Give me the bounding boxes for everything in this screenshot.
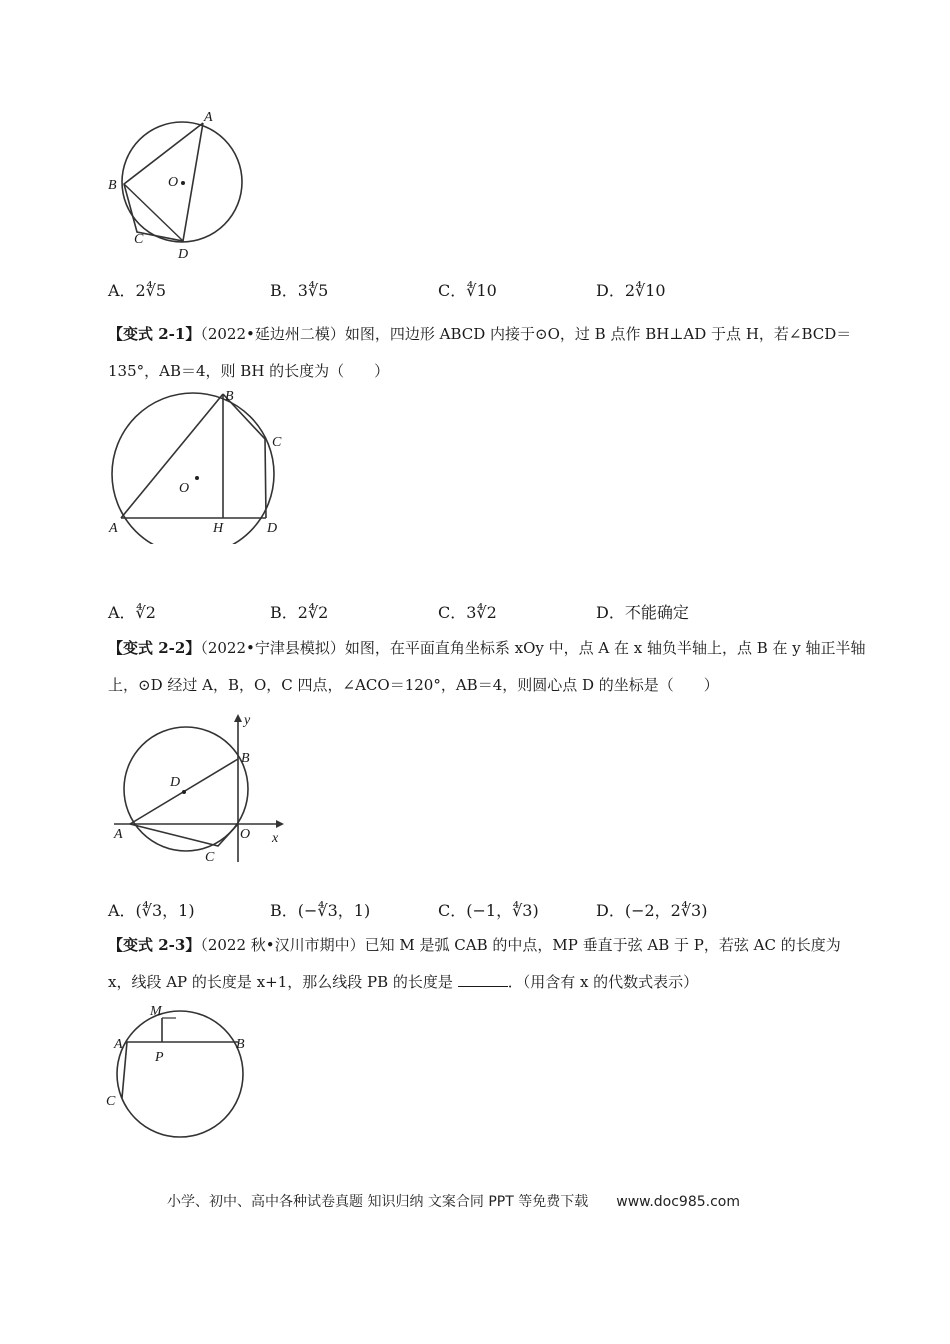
question-tag: 【变式 2-3】 <box>108 936 201 954</box>
label-y: y <box>244 713 251 728</box>
label-d: D <box>267 521 278 536</box>
option-d[interactable]: D．(−2，2∜3) <box>596 901 708 920</box>
label-c: C <box>272 435 282 450</box>
footer-text: 小学、初中、高中各种试卷真题 知识归纳 文案合同 PPT 等免费下载 <box>167 1194 589 1210</box>
label-o: O <box>179 481 190 496</box>
label-h: H <box>213 521 224 536</box>
option-d[interactable]: D．不能确定 <box>596 603 689 622</box>
option-c[interactable]: C．∜10 <box>438 281 497 300</box>
option-c[interactable]: C．(−1，∜3) <box>438 901 539 920</box>
label-a: A <box>204 110 213 125</box>
figure-circle-abcd-1 <box>100 105 260 269</box>
label-o: O <box>168 175 179 190</box>
option-b[interactable]: B．2∜2 <box>270 603 329 622</box>
label-x: x <box>272 831 279 846</box>
option-b[interactable]: B．3∜5 <box>270 281 329 300</box>
question-text: （2022•宁津县模拟）如图，在平面直角坐标系 xOy 中，点 A 在 x 轴负半轴上，点 B 在 y 轴正半轴上，⊙D 经过 A，B，O，C 四点，∠ACO＝120°，AB＝4，则圆心点 D 的坐标是（ ） <box>108 639 866 694</box>
label-b: B <box>225 389 234 404</box>
label-a: A <box>109 521 118 536</box>
figure-coordinate-circle <box>108 706 298 870</box>
figure-circle-arc <box>100 1000 270 1149</box>
label-b: B <box>241 751 250 766</box>
label-c: C <box>134 232 144 247</box>
option-a[interactable]: A．2∜5 <box>108 281 167 300</box>
label-d: D <box>178 247 189 262</box>
question-2-2 <box>108 630 868 704</box>
page-footer <box>167 1191 740 1211</box>
answer-blank[interactable] <box>458 972 508 987</box>
label-c: C <box>106 1094 116 1109</box>
label-c: C <box>205 850 215 865</box>
question-text: （2022•延边州二模）如图，四边形 ABCD 内接于⊙O，过 B 点作 BH⊥AD 于点 H，若∠BCD＝135°，AB＝4，则 BH 的长度为（ ） <box>108 325 852 380</box>
question-text-end: ．（用含有 x 的代数式表示） <box>507 973 699 991</box>
option-c[interactable]: C．3∜2 <box>438 603 497 622</box>
question-tag: 【变式 2-2】 <box>108 639 201 657</box>
label-d: D <box>170 775 181 790</box>
option-a[interactable]: A．(∜3，1) <box>108 901 195 920</box>
option-b[interactable]: B．(−∜3，1) <box>270 901 371 920</box>
label-a: A <box>114 827 123 842</box>
footer-link[interactable]: www.doc985.com <box>616 1194 740 1210</box>
figure-circle-abcd-2 <box>105 384 295 548</box>
label-p: P <box>155 1050 164 1065</box>
label-o: O <box>240 827 251 842</box>
question-2-3 <box>108 927 868 1001</box>
question-text: （2022 秋•汉川市期中）已知 M 是弧 CAB 的中点，MP 垂直于弦 AB 于 P，若弦 AC 的长度为 x，线段 AP 的长度是 x+1，那么线段 PB 的长度是 <box>108 936 841 991</box>
label-b: B <box>108 178 117 193</box>
question-2-1 <box>108 316 868 390</box>
label-b: B <box>236 1037 245 1052</box>
option-d[interactable]: D．2∜10 <box>596 281 666 300</box>
option-a[interactable]: A．∜2 <box>108 603 156 622</box>
label-m: M <box>150 1004 162 1019</box>
question-tag: 【变式 2-1】 <box>108 325 201 343</box>
label-a: A <box>114 1037 123 1052</box>
